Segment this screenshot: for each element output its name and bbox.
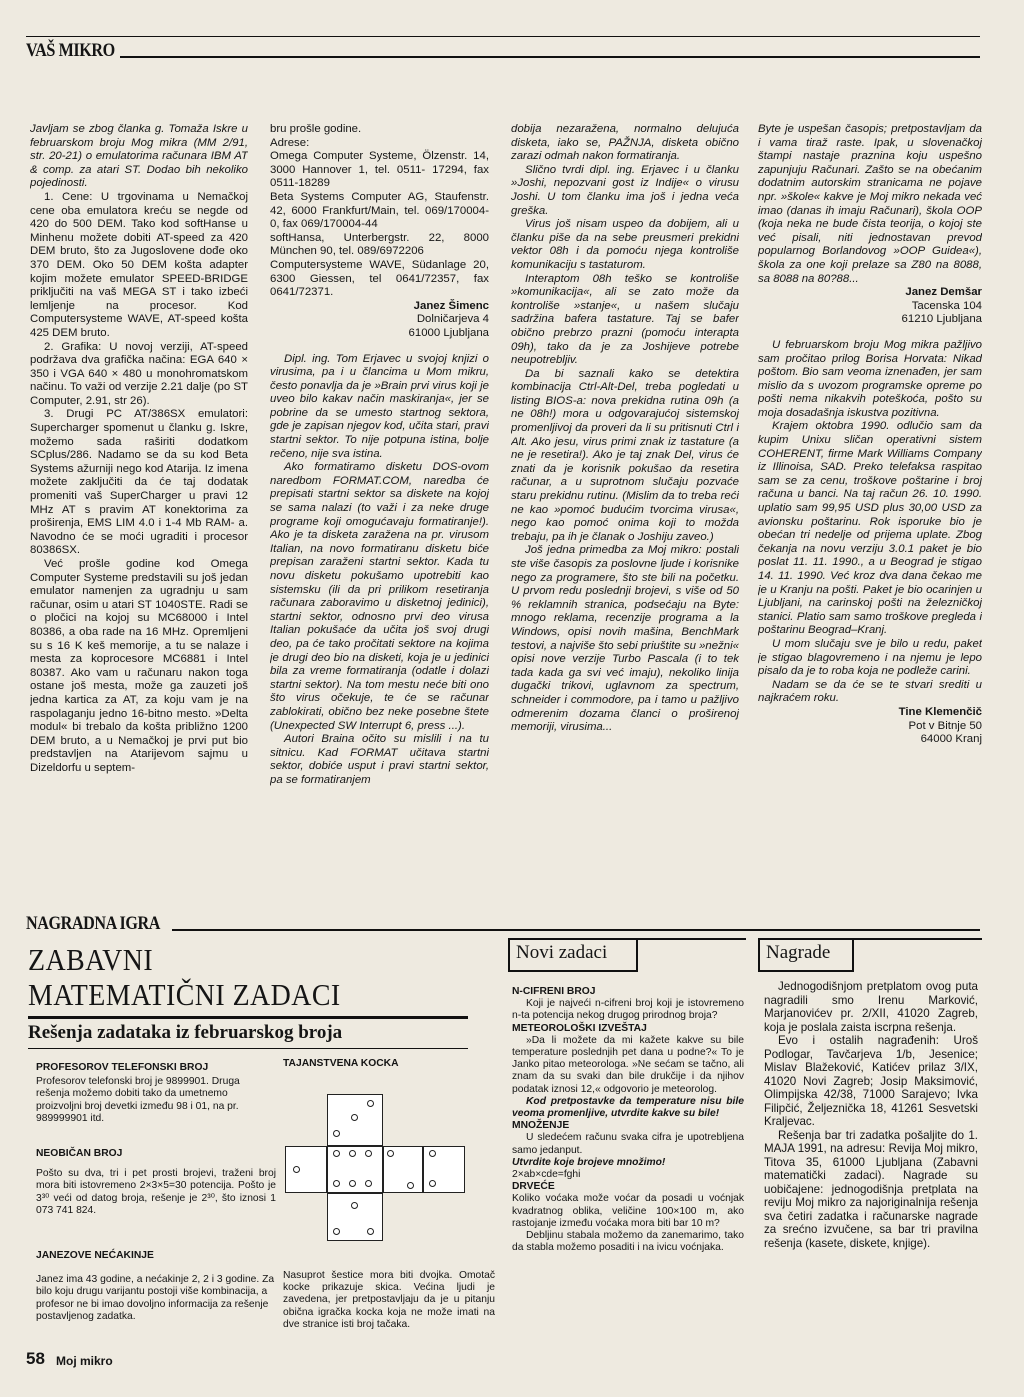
- solution-number-title: NEOBIČAN BROJ: [36, 1148, 123, 1159]
- address-omega: Omega Computer Systeme, Ölzenstr. 14, 3000 Hannover 1, tel. 0511- 17294, fax 0511-18289: [270, 150, 489, 190]
- task1-text: Koji je najveći n-cifreni broj koji je istovremeno n-ta potencija nekog drugog prirodnog broja?: [512, 998, 744, 1022]
- letter3-hope: Nadam se da će se te stvari srediti u najkraćem roku.: [758, 678, 982, 705]
- solution-number: [36, 1148, 276, 1217]
- letter1-emulators: 3. Drugi PC AT/386SX emulatori: Supercharger spomenut u članku g. Iskre, možemo sada raširiti dodatkom SCplus/286. Nadamo se da su kod Beta Systems ažurniji nego kod Atarija. Iz imena možete zaključiti da će taj dodatak promeniti vaš SuperCharger u pravi 12 MHz AT s pravim AT konektorima za proširenja, EMS LIM 4.0 i 1-4 Mb RAM- a. Navodno će se moći ugraditi i procesor 80386SX.: [30, 408, 248, 557]
- letter2-joshi: Slično tvrdi dipl. ing. Erjavec i u članku »Joshi, nepozvani gost iz Indije« o virusu Joshi. U tom članku ima još i jedna veća greška.: [511, 163, 739, 217]
- signature-demsar-addr2: 61210 Ljubljana: [901, 313, 982, 326]
- signature-klemencic: Tine Klemenčič: [898, 705, 982, 718]
- letter1-omega: Već prošle godine kod Omega Computer Systeme predstavili su još jedan emulator namenjen za ugradnju u sam računar, osim u atari ST 1040STE. Radi se o pločici na kojoj su MC68000 i Intel 80386, a oba rade na 16 MHz. Opremljeni su s 16 K keš memorije, a tu se nalaze i mesta za koprocesore MC6881 i Intel 80387. Ako vam u računaru nakon toga ostane još mesta, može ga zauzeti još jedna kartica za AT, za koju vam je na raspolaganju jedno 16-bitno mesto. »Delta modul« bi trebalo da košta približno 1200 DEM bruto, a u Nemačkoj je prvi put bio predstavljen na Atarijevom sajmu u Dizeldorfu u septem-: [30, 558, 248, 774]
- cube-dot: [429, 1180, 436, 1187]
- address-beta: Beta Systems Computer AG, Staufenstr. 42, 6000 Frankfurt/Main, tel. 069/170004-0, fax 069/170004-44: [270, 190, 489, 231]
- letter2-interrupt: Interaptom 08h teško se kontroliše »komunikacija«, ali se zato može da kontroliše »stanje«, u našem slučaju sadržina bafera tastature. Taj se bafer obično prebrzo prazni (pomoću interapta 09h), tako da je za Joshijeve potrebe neupotrebljiv.: [511, 272, 739, 367]
- cube-dot: [351, 1202, 358, 1209]
- signature-name: Janez Šimenc: [413, 299, 489, 312]
- cube-title: TAJANSTVENA KOCKA: [283, 1058, 399, 1069]
- game-rule: [172, 929, 980, 931]
- letter3-coherent: Krajem oktobra 1990. odlučio sam da kupim Unixu sličan operativni sistem COHERENT, firme Mark Williams Company iz Illinoisa, SAD. Preko telefaksa raspitao sam se za cenu, troškove poštarine i broj računa u banci. Na taj račun 26. 10. 1990. uplatio sam 99,95 USD plus 30,00 USD za avionsku poštarinu. Rok isporuke bio je obećan tri nedelje od prijema uplate. Zbog čekanja na novu verziju 3.0.1 paket je bio poslat 11. 11. 1990., a u Beograd je stigao 14. 11. 1990. Već kroz dva dana čekao me je u Kranju na pošti. Paket je bio ocarinjen u Ljubljani, na carinskoj pošti na železničkoj stanici. Platio sam samo troškove pregleda i poštarinu Beograd–Kranj.: [758, 420, 982, 637]
- task2-text: »Da li možete da mi kažete kakve su bile temperature poslednjih pet dana u podne?« To je Janko pitao meteorologa. »Ne sećam se tačno, ali znam da su svaki dan bile drukčije i da njihov podatak iznosi 12,« odgovorio je meteorolog.: [512, 1034, 744, 1095]
- solution-phone-title: PROFESOROV TELEFONSKI BROJ: [36, 1062, 209, 1073]
- cube-dot: [407, 1182, 414, 1189]
- game-title-line1: ZABAVNI: [28, 942, 154, 977]
- cube-dot: [349, 1150, 356, 1157]
- address-softhansa: softHansa, Unterbergstr. 22, 8000 München 90, tel. 089/6972206: [270, 231, 489, 258]
- letter2-cont: dobija nezaražena, normalno delujuća disketa, iako se, PAŽNJA, disketa obično zarazi odmah nakon formatiranja.: [511, 123, 739, 163]
- letter3-result: U mom slučaju sve je bilo u redu, paket je stigao blagovremeno i na njemu je lepo pisalo da je to roba koja ne podleže carini.: [758, 637, 982, 678]
- cube-dot: [333, 1180, 340, 1187]
- cube-dot: [367, 1228, 374, 1235]
- signature-demsar: Janez Demšar: [905, 286, 982, 299]
- letter-column-3: [511, 123, 739, 895]
- signature-address-2: 61000 Ljubljana: [408, 326, 489, 339]
- new-tasks-title: Novi zadaci: [516, 942, 608, 963]
- letter-column-1: [30, 123, 248, 895]
- cube-dot: [333, 1130, 340, 1137]
- prizes-content: [764, 980, 978, 1342]
- cube-dot: [429, 1150, 436, 1157]
- section-title: VAŠ MIKRO: [26, 40, 115, 61]
- letter2-bios: Da bi saznali kako se detektira kombinacija Ctrl-Alt-Del, treba pogledati u listing BIOS-a: nova prekidna rutina 09h (a ne 08h!) mora u odgovarajućoj sistemskoj promenljivoj da proveri da li su pritisnuti Ctrl i Alt. Ako jesu, virus primi znak iz tastature (a ne je resetira!). Ako je taj znak Del, virus će znati da je korisnik pokušao da resetira računar, a u suprotnom slučaju pozvaće staru prekidnu rutinu. (Mislim da to treba reći ne kao »pomoć budućim tvorcima virusa«, nego kao pomoć onima koji to možda trebaju, pa ih je članak o Joshiju zaveo.): [511, 367, 739, 543]
- game-title-line2: MATEMATIČNI ZADACI: [28, 977, 341, 1012]
- header-rule: [120, 56, 980, 58]
- game-section-title: NAGRADNA IGRA: [26, 913, 161, 934]
- title-underline: [28, 1016, 468, 1019]
- letter2-brain: Autori Braina očito su mislili i na tu sitnicu. Kad FORMAT učitava startni sektor, dobiće usput i pravi startni sektor, pa se formatiranjem: [270, 733, 489, 786]
- cube-dot: [365, 1150, 372, 1157]
- cube-dot: [333, 1228, 340, 1235]
- prizes-winner: Jednogodišnjom pretplatom ovog puta nagradili smo Irenu Marković, Marjanovićev pr. 2/XII, 41020 Zagreb, koja je poslala zaista iscrpna rešenja.: [764, 980, 978, 1034]
- cube-dot: [333, 1150, 340, 1157]
- task3-formula: 2×ab×cde=fghi: [512, 1169, 581, 1181]
- cube-face-left: [285, 1146, 327, 1193]
- game-subtitle: Rešenja zadataka iz februarskog broja: [28, 1022, 343, 1043]
- cube-dot: [349, 1180, 356, 1187]
- signature-demsar-addr1: Tacenska 104: [911, 299, 982, 312]
- solution-phone-text: Profesorov telefonski broj je 9899901. Druga rešenja možemo dobiti tako da umetnemo proizvoljni broj devetki između 98 i 01, na pr. 989999901 itd.: [36, 1076, 240, 1124]
- solution-nieces: [36, 1250, 276, 1323]
- letter-column-4: [758, 123, 982, 895]
- cube-dot: [367, 1100, 374, 1107]
- cube-dot: [387, 1150, 394, 1157]
- task1-title: N-CIFRENI BROJ: [512, 986, 596, 997]
- task3-title: MNOŽENJE: [512, 1120, 570, 1132]
- solution-number-text: Pošto su dva, tri i pet prosti brojevi, traženi broj mora biti istovremeno 2×3×5=30 potencija. Pošto je 3³⁰ veći od datog broja, rešenje je 2³⁰, što iznosi 1 073 741 824.: [36, 1168, 276, 1216]
- task2-title: METEOROLOŠKI IZVEŠTAJ: [512, 1022, 647, 1034]
- cube-dot: [365, 1180, 372, 1187]
- letter3-intro: U februarskom broju Mog mikra pažljivo sam pročitao prilog Borisa Horvata: Nikad poštom. Bio sam veoma iznenađen, jer sam mislio da s uvozom programske opreme po pošti nema nikakvih poteškoća, pošto su moja dosadašnja iskustva pozitivna.: [758, 338, 982, 419]
- task3-question: Utvrdite koje brojeve množimo!: [512, 1156, 666, 1168]
- letter1-prices: 1. Cene: U trgovinama u Nemačkoj cene oba emulatora kreću se negde od 420 do 500 DEM. Tako kod softHanse u Minhenu možete dobiti AT-speed za 420 DEM bruto, što za Jugoslovene dođe oko 370 DEM. Oko 50 DEM košta adapter kojim možete emulator SPEED-BRIDGE priključiti na vaš MEGA ST i tako izbeći lemljenje na procesor. Kod Computersysteme WAVE, AT-speed košta 425 DEM bruto.: [30, 190, 248, 339]
- letter1-continuation: bru prošle godine.: [270, 123, 362, 135]
- task4-text-2: Debljinu stabala možemo da zanemarimo, tako da stabla možemo posaditi i na ivicu voćnjaka.: [512, 1230, 744, 1254]
- new-tasks-content: [512, 986, 744, 1254]
- page-number: 58: [26, 1349, 45, 1368]
- signature-address-1: Dolničarjeva 4: [416, 313, 489, 326]
- task2-question: Kod pretpostavke da temperature nisu bile veoma promenljive, utvrdite kakve su bile!: [512, 1095, 744, 1120]
- signature-klemencic-addr2: 64000 Kranj: [920, 733, 982, 746]
- letter2-byte: Byte je uspešan časopis; pretpostavljam da i vama tiraž raste. Ipak, u slovenačkoj štampi nastaje praznina koju uspešno zapunjuju Računari. Zašto se na obećanim dodatnim autorskim stranicama ne pojave npr. »škole« kakve je Moj mikro nekada već imao (danas ih imaju Računari), škola OOP (koja neka ne bude čista teorija, o kojoj ste već pisali, niti jednostavan prevod popularnog Borlandovog »OOP Guidea«), škola za one koji prelaze sa Z80 na 8088, sa 8088 na 80?88...: [758, 123, 982, 285]
- letter-column-2: [270, 123, 489, 895]
- letter2-vector: Virus još nisam uspeo da dobijem, ali u članku piše da na sebe preusmeri prekidni vektor 08h i da pomoću njega kontroliše komunikaciju s tastaturom.: [511, 218, 739, 271]
- solution-nieces-title: JANEZOVE NEĆAKINJE: [36, 1250, 154, 1261]
- addresses-label: Adrese:: [270, 136, 310, 149]
- task3-text: U sledećem računu svaka cifra je upotrebljena samo jedanput.: [512, 1132, 744, 1156]
- cube-solution-text: Nasuprot šestice mora biti dvojka. Omotač kocke prikazuje skica. Većina ljudi je zavedena, jer pretpostavljaju da je u pitanju obična igračka kocka koja ne može imati na dve stranice isti broj tačaka.: [283, 1270, 495, 1330]
- letter2-format: Ako formatiramo disketu DOS-ovom naredbom FORMAT.COM, naredba će prepisati startni sektor sa diskete na kojoj se sama nalazi (to važi i za neke druge programe koji omogućavaju formatiranje!). Ako je ta disketa zaražena na pr. virusom Italian, na novo formatiranu disketu biće prepisan zaraženi startni sektor. Kada tu novu disketu pokušamo upotrebiti kao sistemsku (ili da pri prilikom resetiranja računara zaboravimo u disketnoj jedinici), startni sektor, odnosno prvi deo virusa Italian pokušaće da učita još svoj drugi deo, pa će tako pročitati sektore na kojima je drugi deo bio na disketi, koja je u jedinici bila za vreme formatiranja (odatle i dolazi startni sektor). Na tom mestu neće biti ono što virus očekuje, te će se računar zablokirati, obično bez neke posebne štete (Unexpected SW Interrupt 6, press ...).: [270, 461, 489, 732]
- prizes-others: Evo i ostalih nagrađenih: Uroš Podlogar, Tavčarjeva 1/b, Jesenice; Mislav Blažeković, Katićev prilaz 3/IX, 41020 Novi Zagreb; Josip Maksimović, Olimpijska 42/38, 71000 Sarajevo; Ivka Filipčić, Željeznička 18, 41261 Sesvetski Kraljevac.: [764, 1034, 978, 1128]
- letter2-intro: Dipl. ing. Tom Erjavec u svojoj knjizi o virusima, pa i u člancima u Mom mikru, često ponavlja da je »Brain prvi virus koji je uveo bilo kakav način maskiranja«, jer se pobrine da se umesto startnog sektora, gde je zapisan njegov kod, učita stari, pravi startni sektor. To nije potpuna istina, bolje rečeno, nije sva istina.: [270, 352, 489, 460]
- letter1-intro: Javljam se zbog članka g. Tomaža Iskre u februarskom broju Mog mikra (MM 2/91, str. 20-21) o emulatorima računara IBM AT & comp. za atari ST. Dodao bih nekoliko pojedinosti.: [30, 123, 248, 190]
- solution-nieces-text: Janez ima 43 godine, a nećakinje 2, 2 i 3 godine. Za bilo koju drugu varijantu postoji više kombinacija, a profesor ne bi imao dovoljno informacija za rešenje postavljenog zadatka.: [36, 1274, 275, 1322]
- letter1-graphics: 2. Grafika: U novoj verziji, AT-speed podržava dva grafička načina: EGA 640 × 350 i VGA 640 × 480 u monohromatskom načinu. To važi od verzije 2.21 dalje (po ST Computer, 2.91, str 26).: [30, 340, 248, 407]
- magazine-name: Moj mikro: [56, 1354, 113, 1368]
- header-top-rule: [26, 36, 980, 37]
- address-wave: Computersysteme WAVE, Südanlage 20, 6300 Giessen, tel 0641/72357, fax 0641/72371.: [270, 258, 489, 299]
- task4-title: DRVEĆE: [512, 1181, 555, 1193]
- letter2-remark: Još jedna primedba za Moj mikro: postali ste više časopis za poslovne ljude i korisnike nego za programere, što ste bili na početku. U prvom redu poslednji brojevi, s više od 50 % reklamnih stranica, podsećaju na Byte: mnogo reklama, recenzije programa a la Windows, opisi novih mašina, BenchMark testovi, a najviše što sebi priuštite su »nežni« opisi nove verzije Turbo Pascala (i to tek tada kada ga svi već imaju), nekoliko linija dugački trikovi, uglavnom za spectrum, schneider i commodore, pa i tamo u pažljivo odmerenim dozama članci o proširenoj memoriji, virusima...: [511, 544, 739, 734]
- prizes-instructions: Rešenja bar tri zadatka pošaljite do 1. MAJA 1991, na adresu: Revija Moj mikro, Titova 35, 61000 Ljubljana (Zabavni matematički zadaci). Nagrade su uobičajene: jednogodišnja pretplata na reviju Moj mikro za najoriginalnija rešenja sva četiri zadatka i računarske nagrade za srećno izvučene, sa bar tri pravilna rešenja (kasete, diskete, knjige).: [764, 1128, 978, 1250]
- signature-klemencic-addr1: Pot v Bitnje 50: [908, 719, 982, 732]
- cube-net-diagram: [285, 1090, 495, 1245]
- subtitle-underline: [28, 1048, 468, 1049]
- task4-text-1: Koliko voćaka može voćar da posadi u voćnjak kvadratnog oblika, veličine 100×100 m, ako rastojanje između voćaka mora biti bar 10 m?: [512, 1193, 744, 1229]
- solution-phone: [36, 1062, 276, 1125]
- cube-dot: [293, 1166, 300, 1173]
- prizes-title: Nagrade: [766, 942, 831, 963]
- cube-dot: [351, 1114, 358, 1121]
